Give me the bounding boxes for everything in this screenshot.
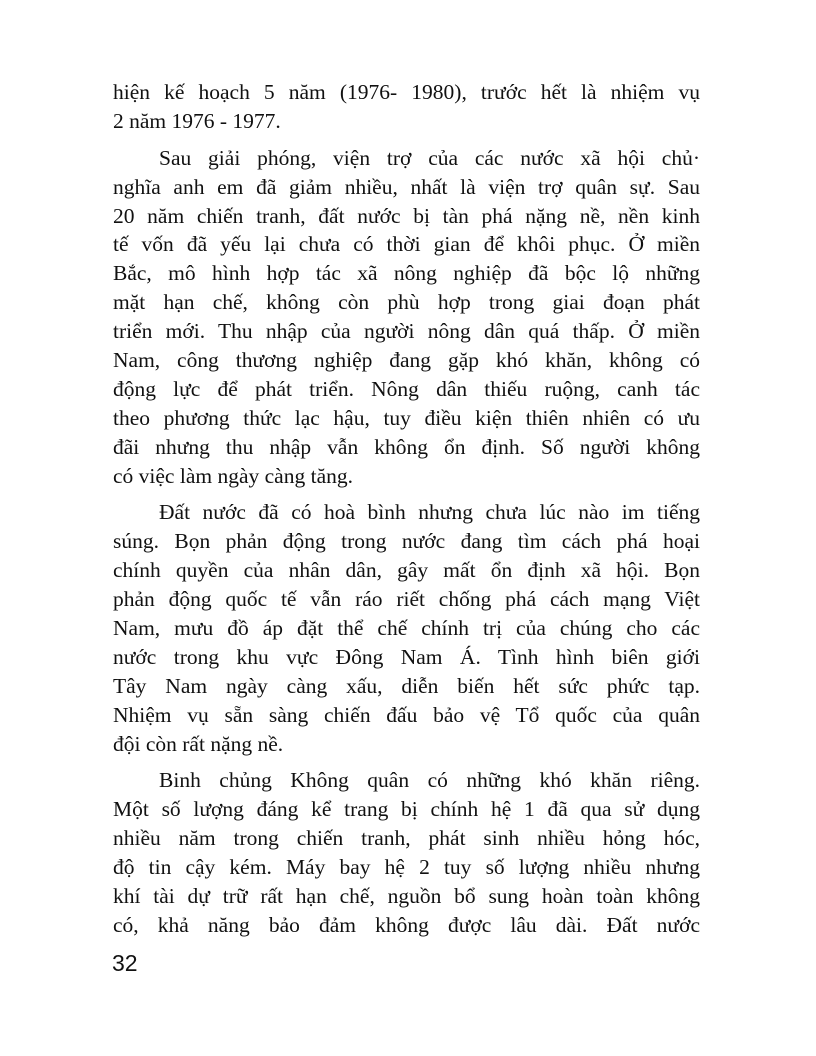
text-line: mặt hạn chế, không còn phù hợp trong giai đoạn phát bbox=[113, 290, 700, 315]
text-line: chính quyền của nhân dân, gây mất ổn định xã hội. Bọn bbox=[113, 558, 700, 583]
text-line: tế vốn đã yếu lại chưa có thời gian để khôi phục. Ở miền bbox=[113, 232, 700, 257]
text-line: Đất nước đã có hoà bình nhưng chưa lúc nào im tiếng bbox=[159, 500, 700, 525]
text-line: đội còn rất nặng nề. bbox=[113, 731, 284, 756]
text-line: triển mới. Thu nhập của người nông dân quá thấp. Ở miền bbox=[113, 319, 700, 344]
text-line: Sau giải phóng, viện trợ của các nước xã hội chủ· bbox=[159, 145, 700, 170]
paragraph-4 bbox=[113, 766, 700, 939]
text-line: độ tin cậy kém. Máy bay hệ 2 tuy số lượng nhiều nhưng bbox=[113, 855, 700, 880]
text-line: nhiều năm trong chiến tranh, phát sinh nhiều hỏng hóc, bbox=[113, 826, 700, 851]
text-line: nước trong khu vực Đông Nam Á. Tình hình biên giới bbox=[113, 644, 700, 669]
page-body bbox=[113, 78, 700, 940]
text-line: Tây Nam ngày càng xấu, diễn biến hết sức phức tạp. bbox=[113, 673, 700, 698]
text-line: 20 năm chiến tranh, đất nước bị tàn phá nặng nề, nền kinh bbox=[113, 203, 700, 228]
text-line: động lực để phát triển. Nông dân thiếu ruộng, canh tác bbox=[113, 376, 700, 401]
text-line: Nam, mưu đồ áp đặt thể chế chính trị của chúng cho các bbox=[113, 616, 700, 641]
paragraph-1 bbox=[113, 78, 700, 136]
text-line: hiện kế hoạch 5 năm (1976- 1980), trước hết là nhiệm vụ bbox=[113, 80, 700, 104]
text-line: Nam, công thương nghiệp đang gặp khó khăn, không có bbox=[113, 348, 700, 373]
paragraph-2 bbox=[113, 144, 700, 491]
text-line: nghĩa anh em đã giảm nhiều, nhất là viện trợ quân sự. Sau bbox=[113, 174, 700, 199]
text-line: theo phương thức lạc hậu, tuy điều kiện thiên nhiên có ưu bbox=[113, 405, 700, 430]
page-number: 32 bbox=[112, 950, 138, 976]
text-line: phản động quốc tế vẫn ráo riết chống phá cách mạng Việt bbox=[113, 587, 700, 612]
text-line: súng. Bọn phản động trong nước đang tìm cách phá hoại bbox=[113, 529, 700, 554]
text-line: có, khả năng bảo đảm không được lâu dài. Đất nước bbox=[113, 912, 700, 937]
text-line: Bắc, mô hình hợp tác xã nông nghiệp đã bộc lộ những bbox=[113, 261, 700, 286]
text-line: Nhiệm vụ sẵn sàng chiến đấu bảo vệ Tổ quốc của quân bbox=[113, 702, 700, 727]
text-line: Một số lượng đáng kể trang bị chính hệ 1 đã qua sử dụng bbox=[113, 797, 700, 822]
text-line: có việc làm ngày càng tăng. bbox=[113, 463, 353, 488]
paragraph-3 bbox=[113, 498, 700, 758]
text-line: 2 năm 1976 - 1977. bbox=[113, 108, 281, 133]
text-line: Binh chủng Không quân có những khó khăn riêng. bbox=[159, 768, 700, 793]
text-line: khí tài dự trữ rất hạn chế, nguồn bổ sung hoàn toàn không bbox=[113, 884, 700, 909]
text-line: đãi nhưng thu nhập vẫn không ổn định. Số người không bbox=[113, 434, 700, 459]
